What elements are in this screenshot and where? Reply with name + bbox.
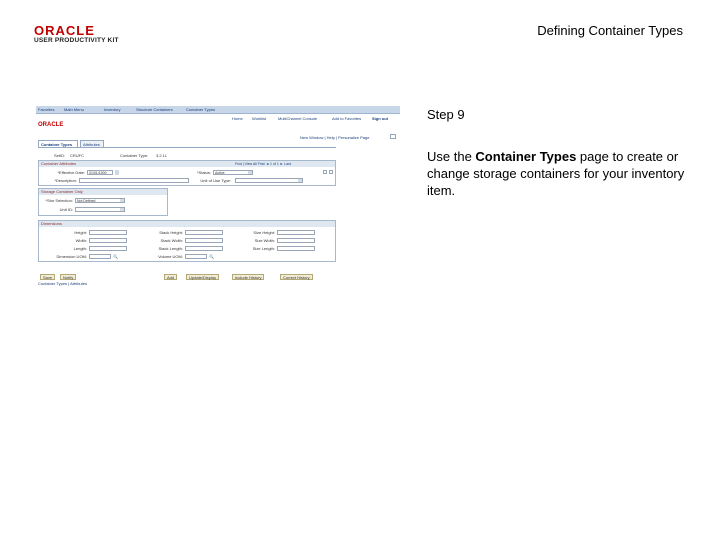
stack-length-field[interactable] (185, 246, 223, 251)
correct-history-button[interactable]: Correct History (280, 274, 313, 280)
delete-row-icon[interactable] (323, 170, 327, 174)
add-row-icon[interactable] (329, 170, 333, 174)
top-nav-worklist[interactable]: Worklist (252, 116, 267, 121)
app-logo: ORACLE (38, 122, 64, 128)
unit-id-dropdown[interactable] (75, 207, 125, 212)
setid-value: CRUFC (70, 153, 84, 158)
include-history-button[interactable]: Include History (232, 274, 264, 280)
step-description (427, 148, 712, 199)
step-label: Step 9 (427, 107, 465, 122)
storage-selection-dropdown[interactable]: Not Defined (75, 198, 125, 203)
tab-divider (38, 147, 336, 148)
volume-uom-label: Volume UOM: (158, 254, 183, 259)
stack-length-label: Stack Length: (158, 246, 183, 251)
size-width-label: Size Width: (254, 238, 275, 243)
top-nav-multichannel[interactable]: MultiChannel Console (278, 116, 318, 121)
size-height-field[interactable] (277, 230, 315, 235)
container-type-value: 3.2.1L (156, 153, 168, 158)
notify-button[interactable]: Notify (60, 274, 76, 280)
storage-container-panel (38, 188, 168, 216)
description-field[interactable] (79, 178, 189, 183)
save-button[interactable]: Save (40, 274, 55, 280)
update-display-button[interactable]: Update/Display (186, 274, 219, 280)
storage-selection-label: *Stor Selection: (45, 198, 73, 203)
top-nav-home[interactable]: Home (232, 116, 243, 121)
width-field[interactable] (89, 238, 127, 243)
step-desc-bold: Container Types (475, 149, 577, 164)
container-attributes-panel (38, 160, 336, 186)
width-label: Width: (75, 238, 87, 243)
panel-title: Dimensions (39, 221, 335, 227)
logo-brand: ORACLE (34, 23, 95, 38)
effective-date-field[interactable]: 01/01/1900 (87, 170, 113, 175)
size-length-field[interactable] (277, 246, 315, 251)
dimensions-panel (38, 220, 336, 262)
step-desc-suffix: page to create or change storage containers for your inventory item. (427, 149, 685, 198)
dimension-uom-field[interactable] (89, 254, 111, 259)
application-screenshot (36, 106, 400, 292)
step-desc-prefix: Use the (427, 149, 476, 164)
lookup-icon[interactable]: 🔍 (209, 254, 214, 259)
stack-width-field[interactable] (185, 238, 223, 243)
unit-type-dropdown[interactable] (235, 178, 303, 183)
height-field[interactable] (89, 230, 127, 235)
breadcrumb-item[interactable]: Main Menu (64, 107, 84, 112)
effective-date-label: *Effective Date: (57, 170, 85, 175)
breadcrumb-bar (36, 106, 400, 114)
logo-product: USER PRODUCTIVITY KIT (34, 37, 119, 44)
breadcrumb-item[interactable]: Container Types (186, 107, 216, 112)
height-label: Height: (74, 230, 87, 235)
panel-title: Container Attributes (39, 161, 335, 167)
tab-attributes[interactable]: Attributes (80, 140, 104, 147)
panel-title: Storage Container Only (39, 189, 167, 195)
tab-container-types[interactable]: Container Types (38, 140, 78, 147)
status-label: *Status: (196, 170, 211, 175)
stack-height-field[interactable] (185, 230, 223, 235)
unit-id-label: Unit ID: (59, 207, 73, 212)
top-nav (36, 114, 400, 122)
page-links[interactable]: New Window | Help | Personalize Page (300, 135, 370, 140)
breadcrumb-item[interactable]: Favorites (38, 107, 55, 112)
length-field[interactable] (89, 246, 127, 251)
size-height-label: Size Height: (253, 230, 275, 235)
unit-type-label: Unit of Use Type: (200, 178, 231, 183)
setid-label: SetID: (54, 153, 66, 158)
help-icon[interactable] (390, 134, 396, 139)
bottom-page-links[interactable]: Container Types | Attributes (38, 281, 87, 286)
add-button[interactable]: Add (164, 274, 177, 280)
container-type-label: Container Type: (120, 153, 149, 158)
description-label: *Description: (54, 178, 77, 183)
top-nav-signout[interactable]: Sign out (372, 116, 388, 121)
dimension-uom-label: Dimension UOM: (56, 254, 87, 259)
calendar-icon[interactable] (115, 170, 119, 175)
breadcrumb-item[interactable]: Structure Containers (136, 107, 173, 112)
length-label: Length: (73, 246, 87, 251)
volume-uom-field[interactable] (185, 254, 207, 259)
top-nav-favorites[interactable]: Add to Favorites (332, 116, 362, 121)
panel-nav[interactable]: Find | View All First ◄ 1 of 1 ► Last (235, 162, 291, 166)
stack-height-label: Stack Height: (159, 230, 183, 235)
slide-title: Defining Container Types (537, 23, 683, 38)
lookup-icon[interactable]: 🔍 (113, 254, 118, 259)
size-width-field[interactable] (277, 238, 315, 243)
stack-width-label: Stack Width: (160, 238, 183, 243)
oracle-upk-logo (34, 24, 134, 48)
breadcrumb-item[interactable]: Inventory (104, 107, 121, 112)
size-length-label: Size Length: (252, 246, 275, 251)
status-dropdown[interactable]: Active (213, 170, 253, 175)
